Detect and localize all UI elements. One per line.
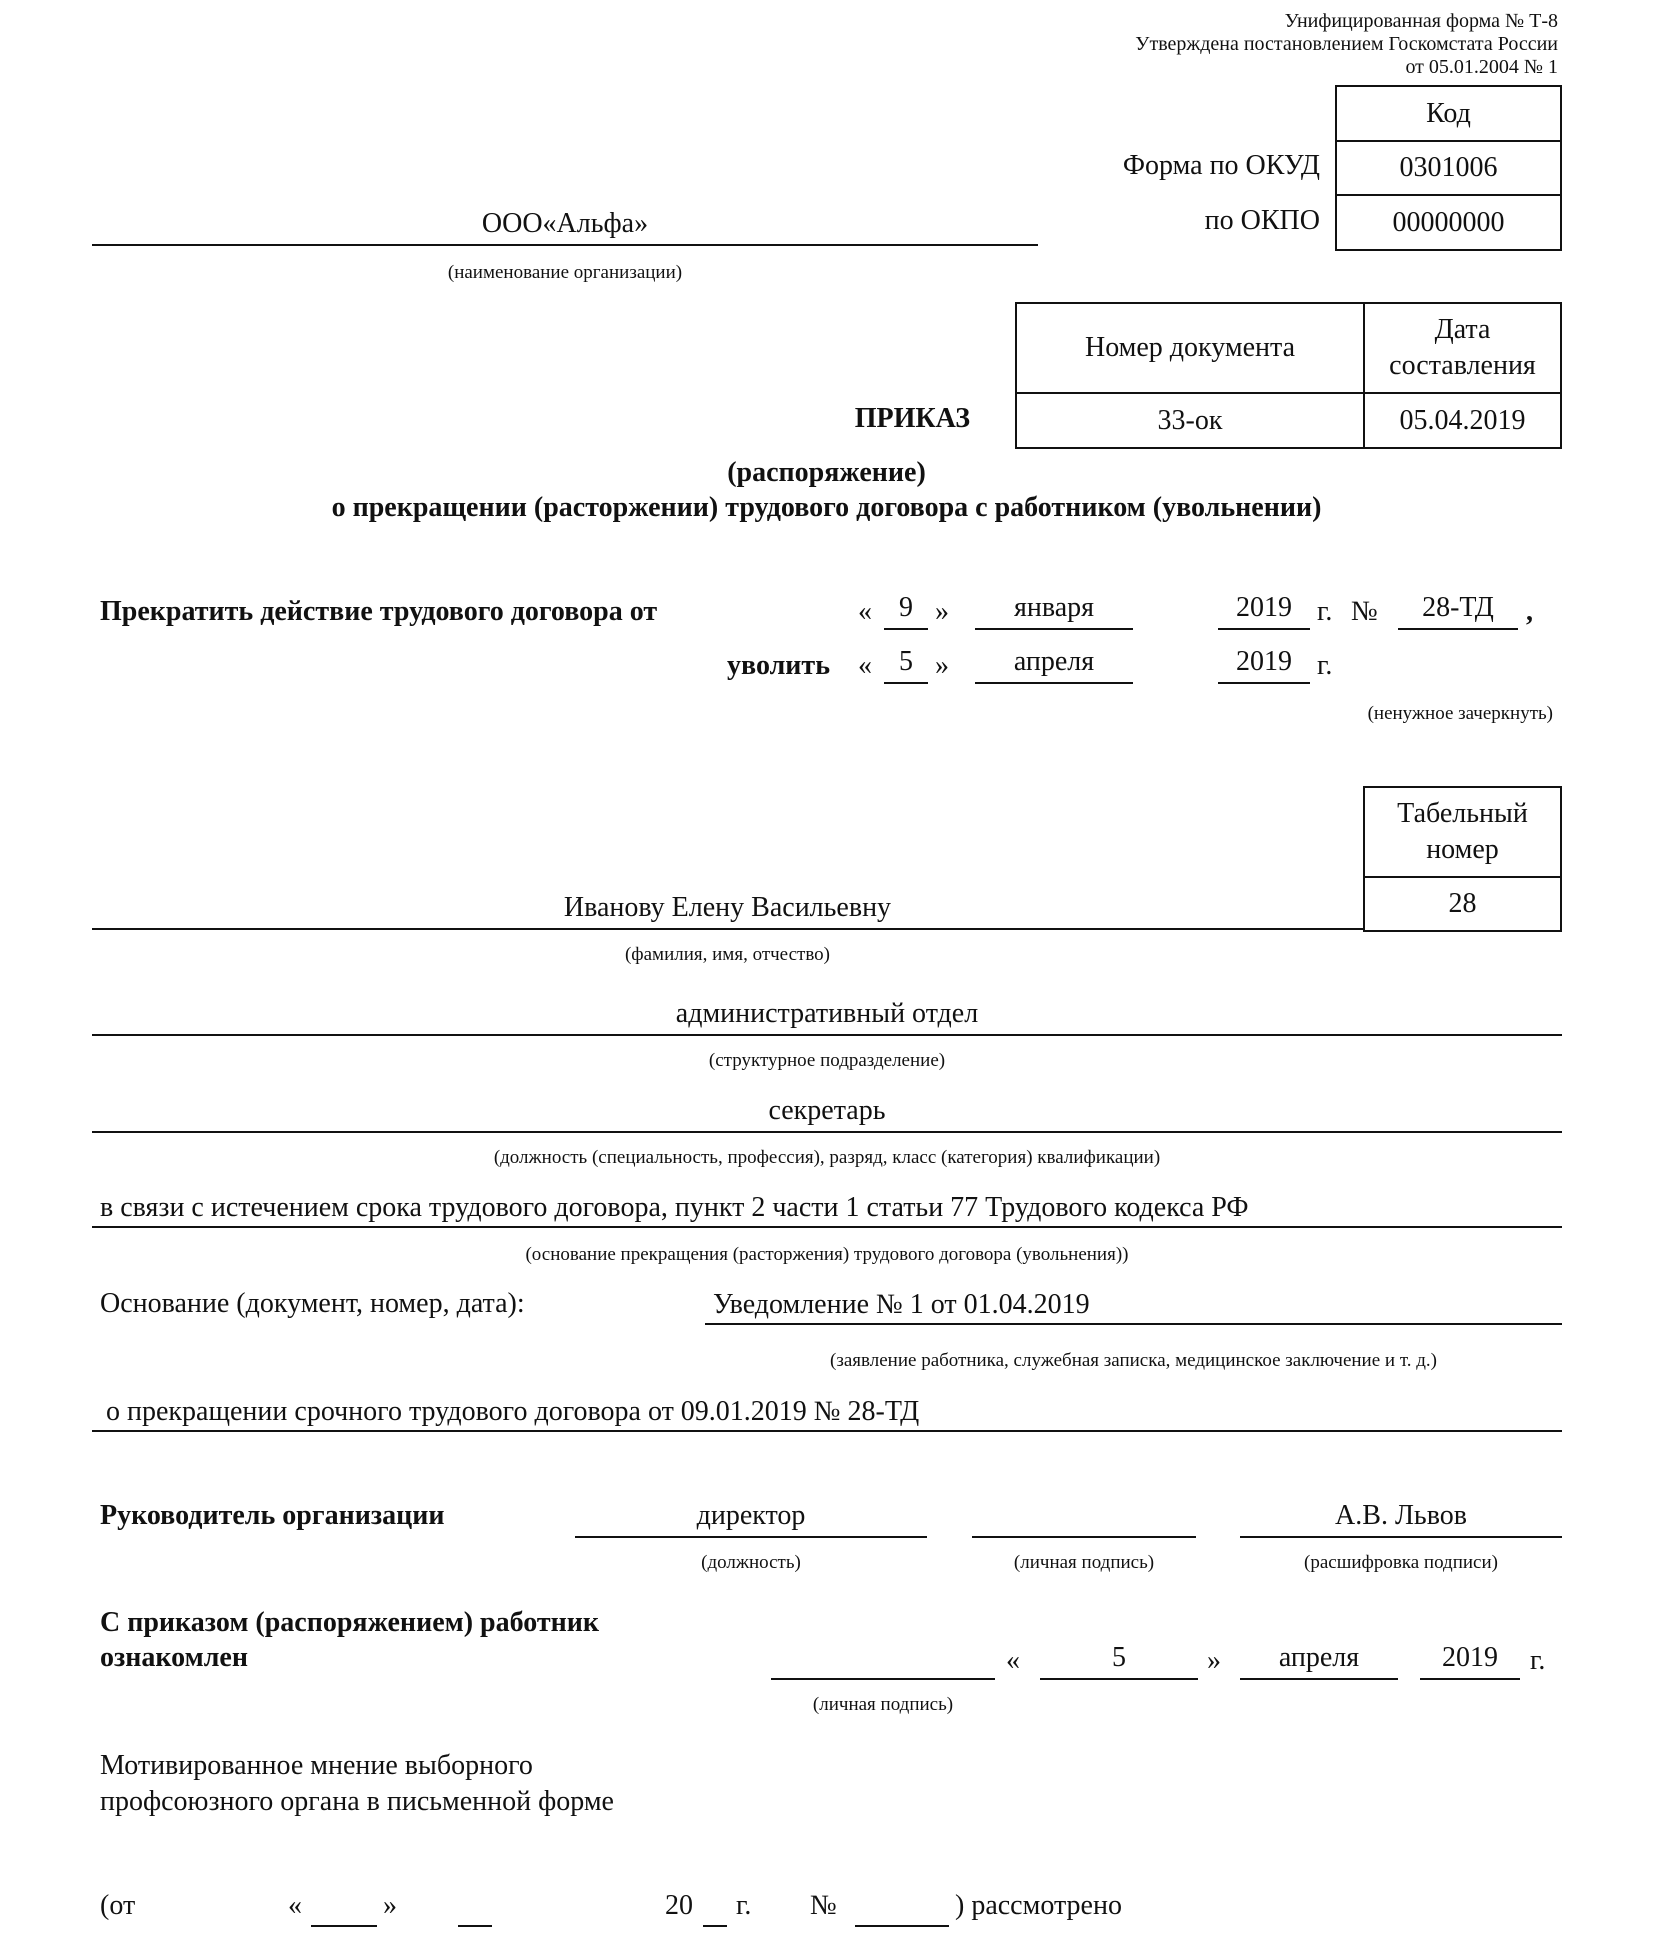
doc-date-cell — [1363, 392, 1562, 449]
union-day-line[interactable] — [311, 1925, 377, 1927]
employee-position-hint: (должность (специальность, профессия), разряд, класс (категория) квалификации) — [493, 1147, 1161, 1168]
union-year-suffix: г. — [736, 1890, 752, 1921]
head-decoded: А.В. Львов — [1240, 1496, 1562, 1538]
acknowledge-signature-line[interactable] — [771, 1678, 995, 1680]
form-info — [1135, 10, 1558, 79]
employee-position: секретарь — [92, 1091, 1562, 1133]
head-decoded-hint: (расшифровка подписи) — [1304, 1552, 1498, 1573]
code-header: Код — [1426, 97, 1471, 129]
union-year-prefix: 20 — [665, 1890, 693, 1921]
head-position-hint: (должность) — [701, 1552, 801, 1573]
acknowledge-month: апреля — [1240, 1638, 1398, 1680]
union-considered: ) рассмотрено — [955, 1890, 1122, 1921]
acknowledge-label-line1: С приказом (распоряжением) работник — [100, 1607, 600, 1638]
terminate-no-sign: № — [1351, 596, 1378, 627]
terminate-year-suffix: г. — [1317, 596, 1333, 627]
employee-department-hint: (структурное подразделение) — [708, 1050, 946, 1071]
union-month-line[interactable] — [458, 1925, 492, 1927]
basis-hint: (заявление работника, служебная записка, медицинское заключение и т. д.) — [830, 1350, 1437, 1371]
acknowledge-open-quote: « — [1006, 1645, 1020, 1676]
dismiss-year-suffix: г. — [1317, 650, 1333, 681]
form-line-1: Унифицированная форма № Т-8 — [1284, 10, 1558, 32]
dismiss-day: 5 — [884, 642, 928, 684]
union-close-quote: » — [383, 1890, 397, 1921]
union-label-line2: профсоюзного органа в письменной форме — [100, 1786, 614, 1817]
organization-name: ООО«Альфа» — [92, 204, 1038, 246]
doc-number-header-text: Номер документа — [1084, 332, 1296, 363]
dismiss-label: уволить — [727, 650, 830, 681]
union-from: (от — [100, 1890, 136, 1921]
union-open-quote: « — [288, 1890, 302, 1921]
employee-name: Иванову Елену Васильевну — [92, 888, 1363, 930]
okud-label: Форма по ОКУД — [1122, 150, 1320, 181]
okpo-value-cell — [1335, 194, 1562, 251]
okud-value: 0301006 — [1399, 152, 1498, 183]
head-signature-hint: (личная подпись) — [1013, 1552, 1155, 1573]
termination-reason-hint: (основание прекращения (расторжения) трудового договора (увольнения)) — [525, 1244, 1129, 1265]
terminate-close-quote: » — [935, 596, 949, 627]
code-header-cell — [1335, 85, 1562, 142]
form-line-2: Утверждена постановлением Госкомстата России — [1135, 33, 1558, 55]
document-title: ПРИКАЗ — [854, 403, 970, 434]
dismiss-month: апреля — [975, 642, 1133, 684]
terminate-day: 9 — [884, 588, 928, 630]
terminate-open-quote: « — [858, 596, 872, 627]
terminate-comma: , — [1526, 596, 1533, 627]
tab-number-header-line1: Табельный — [1397, 798, 1528, 829]
form-line-3: от 05.01.2004 № 1 — [1405, 56, 1558, 78]
head-label: Руководитель организации — [100, 1500, 445, 1531]
tab-number-header — [1363, 786, 1562, 878]
acknowledge-label-line2: ознакомлен — [100, 1642, 248, 1673]
doc-number-cell — [1015, 392, 1365, 449]
doc-date-header-line2: составления — [1389, 350, 1536, 381]
acknowledge-signature-hint: (личная подпись) — [812, 1694, 954, 1715]
dismiss-close-quote: » — [935, 650, 949, 681]
termination-reason: в связи с истечением срока трудового договора, пункт 2 части 1 статьи 77 Трудового кодекса РФ — [92, 1188, 1562, 1228]
acknowledge-label — [100, 1605, 599, 1675]
tab-number: 28 — [1448, 888, 1477, 919]
terminate-label: Прекратить действие трудового договора от — [100, 596, 658, 627]
union-label-line1: Мотивированное мнение выборного — [100, 1750, 533, 1781]
basis-value: Уведомление № 1 от 01.04.2019 — [705, 1285, 1562, 1325]
basis-label: Основание (документ, номер, дата): — [100, 1288, 525, 1319]
doc-date-header — [1363, 302, 1562, 394]
union-no-sign: № — [810, 1890, 837, 1921]
dismiss-open-quote: « — [858, 650, 872, 681]
union-number-line[interactable] — [855, 1925, 949, 1927]
okpo-label: по ОКПО — [1204, 205, 1320, 236]
document-subtitle-1: (распоряжение) — [727, 457, 926, 488]
terminate-month: января — [975, 588, 1133, 630]
head-position: директор — [575, 1496, 927, 1538]
union-label — [100, 1748, 614, 1820]
terminate-contract-no: 28-ТД — [1398, 588, 1518, 630]
basis-continuation: о прекращении срочного трудового договора от 09.01.2019 № 28-ТД — [92, 1392, 1562, 1432]
doc-date-header-line1: Дата — [1434, 314, 1491, 345]
terminate-year: 2019 — [1218, 588, 1310, 630]
organization-hint: (наименование организации) — [447, 262, 683, 283]
tab-number-cell — [1363, 876, 1562, 932]
doc-number: 33-ок — [1157, 404, 1223, 436]
acknowledge-close-quote: » — [1207, 1645, 1221, 1676]
head-signature-line[interactable] — [972, 1496, 1196, 1538]
dismiss-hint: (ненужное зачеркнуть) — [1367, 703, 1553, 724]
dismiss-year: 2019 — [1218, 642, 1310, 684]
employee-department: административный отдел — [92, 994, 1562, 1036]
employee-name-hint: (фамилия, имя, отчество) — [624, 944, 830, 965]
acknowledge-year: 2019 — [1420, 1638, 1520, 1680]
acknowledge-year-suffix: г. — [1530, 1645, 1546, 1676]
doc-number-header — [1015, 302, 1365, 394]
okpo-value: 00000000 — [1392, 206, 1505, 238]
doc-date: 05.04.2019 — [1399, 404, 1526, 436]
acknowledge-day: 5 — [1040, 1638, 1198, 1680]
union-year-line[interactable] — [703, 1925, 727, 1927]
document-subtitle-2: о прекращении (расторжении) трудового договора с работником (увольнении) — [331, 492, 1322, 523]
okud-value-cell — [1335, 140, 1562, 196]
tab-number-header-line2: номер — [1426, 834, 1499, 865]
